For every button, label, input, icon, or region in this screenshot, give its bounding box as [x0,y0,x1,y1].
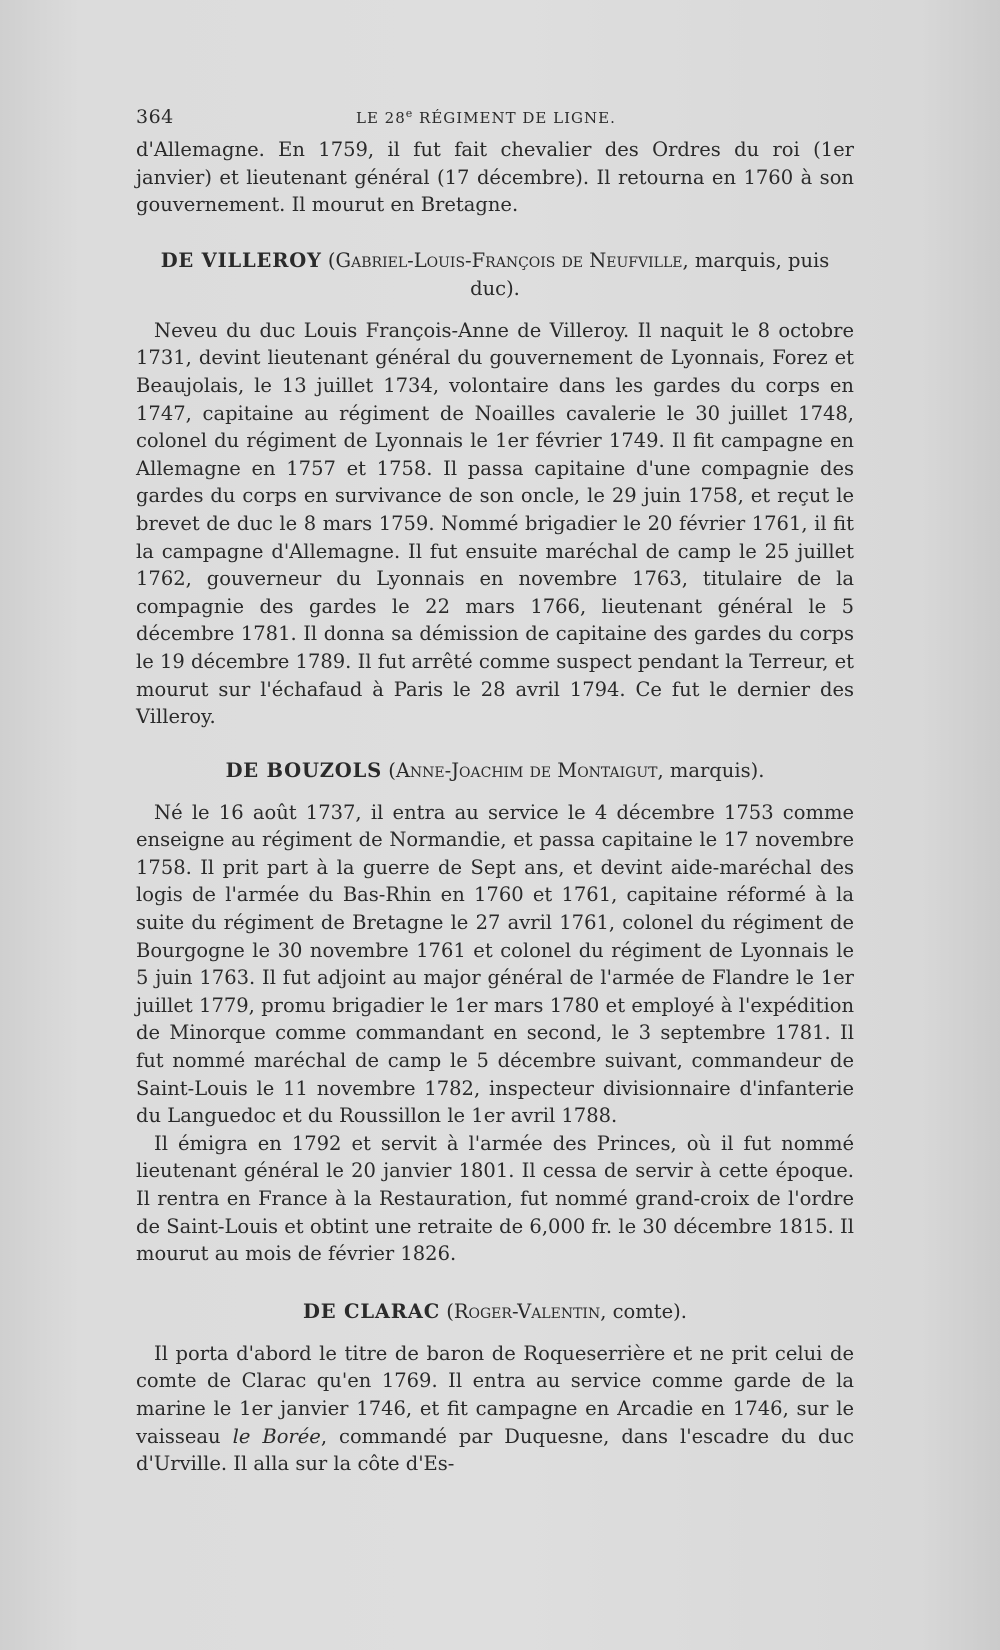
paragraph-text: , commandé par Duquesne, dans l'escadre du duc d'Urville. Il alla sur la côte d'Es- [136,1424,854,1476]
running-title [356,109,616,127]
section-heading-clarac [136,1298,854,1326]
running-title-sup: e [405,107,414,120]
running-title-pre: LE 28 [356,109,406,127]
paragraph-text: Il porta d'abord le titre de baron de Roqueserrière et ne prit celui de comte de Clarac qu'en 1769. Il entra au service comme garde de la marine le 1er janvier 1746, et fit campagne en Arcadie en 1746, sur le vaisseau [136,1341,854,1448]
subtitle-open: ( [440,1299,454,1323]
section-heading-villeroy [136,247,854,303]
section-name: DE CLARAC [303,1299,441,1323]
page-number: 364 [136,106,174,128]
section-paragraph: Neveu du duc Louis François-Anne de Villeroy. Il naquit le 8 octobre 1731, devint lieutenant général du gouvernement de Lyonnais, Forez et Beaujolais, le 13 juillet 1734, volontaire dans les gardes du corps en 1747, capitaine au régiment de Noailles cavalerie le 30 juillet 1748, colonel du régiment de Lyonnais le 1er février 1749. Il fit campagne en Allemagne en 1757 et 1758. Il passa capitaine d'une compagnie des gardes du corps en survivance de son oncle, le 29 juin 1758, et reçut le brevet de duc le 8 mars 1759. Nommé brigadier le 20 février 1761, il fit la campagne d'Allemagne. Il fut ensuite maréchal de camp le 25 juillet 1762, gouverneur du Lyonnais en novembre 1763, titulaire de la compagnie des gardes le 22 mars 1766, lieutenant général le 5 décembre 1781. Il donna sa démission de capitaine des gardes du corps le 19 décembre 1789. Il fut arrêté comme suspect pendant la Terreur, et mourut sur l'échafaud à Paris le 28 avril 1794. Ce fut le dernier des Villeroy. [136,318,854,729]
section-paragraph: Né le 16 août 1737, il entra au service le 4 décembre 1753 comme enseigne au régiment de Normandie, et passa capitaine le 17 novembre 1758. Il prit part à la guerre de Sept ans, et devint aide-maréchal des logis de l'armée du Bas-Rhin en 1760 et 1761, capitaine réformé à la suite du régiment de Bretagne le 27 avril 1761, colonel du régiment de Bourgogne le 30 novembre 1761 et colonel du régiment de Lyonnais le 5 juin 1763. Il fut adjoint au major général de l'armée de Flandre le 1er juillet 1779, promu brigadier le 1er mars 1780 et employé à l'expédition de Minorque comme commandant en second, le 3 septembre 1781. Il fut nommé maréchal de camp le 5 décembre suivant, commandeur de Saint-Louis le 11 novembre 1782, inspecteur divisionnaire d'infanterie du Languedoc et du Roussillon le 1er avril 1788. [136,800,854,1128]
section-subtitle-names: Anne-Joachim de Montaigut [395,758,658,782]
running-title-post: RÉGIMENT DE LIGNE. [413,109,616,127]
section-heading-bouzols [136,757,854,785]
ship-name: le Borée [232,1424,321,1448]
section-subtitle-rest: , marquis). [657,758,765,782]
text-block [136,106,854,1478]
section-paragraph: Il émigra en 1792 et servit à l'armée des Princes, où il fut nommé lieutenant général le 20 janvier 1801. Il cessa de servir à cette époque. Il rentra en France à la Restauration, fut nommé grand-croix de l'ordre de Saint-Louis et obtint une retraite de 6,000 fr. le 30 décembre 1815. Il mourut au mois de février 1826. [136,1131,854,1266]
page-header [136,106,854,136]
section-subtitle-rest: , marquis, puis duc). [470,248,830,300]
section-name: DE VILLEROY [160,248,322,272]
section-subtitle-rest: , comte). [600,1299,687,1323]
section-name: DE BOUZOLS [225,758,382,782]
section-subtitle-names: Gabriel-Louis-François de Neufville [335,248,683,272]
subtitle-open: ( [382,758,396,782]
subtitle-open: ( [321,248,336,272]
intro-paragraph: d'Allemagne. En 1759, il fut fait chevalier des Ordres du roi (1er janvier) et lieutenant général (17 décembre). Il retourna en 1760 à son gouvernement. Il mourut en Bretagne. [136,138,854,217]
section-paragraph [136,1340,854,1478]
section-subtitle-names: Roger-Valentin [453,1299,601,1323]
